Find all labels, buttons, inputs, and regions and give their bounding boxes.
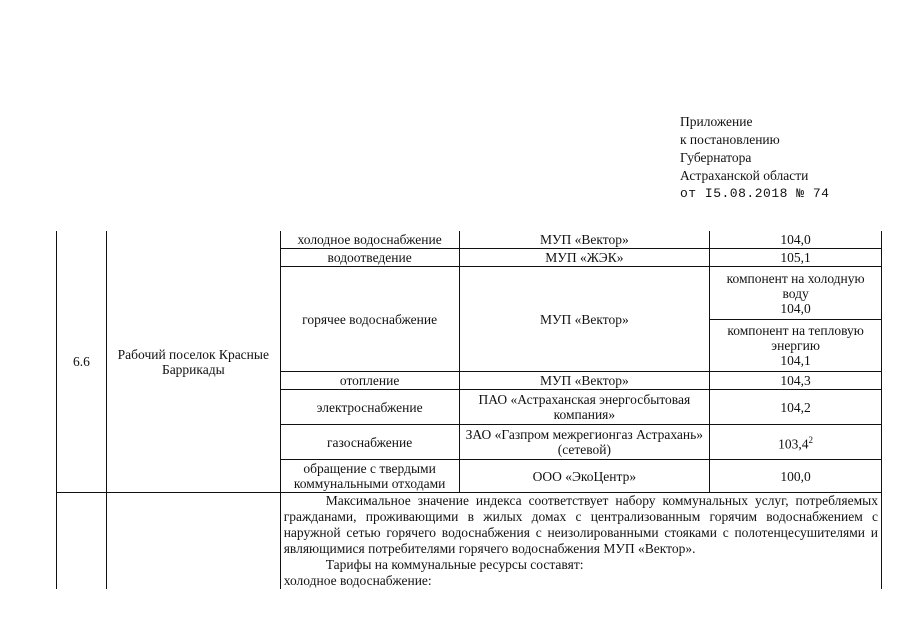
- service-cell: обращение с твердыми коммунальными отходами: [280, 460, 459, 493]
- component-value: 104,0: [780, 300, 811, 316]
- cold-water-heading: холодное водоснабжение:: [283, 573, 432, 588]
- service-cell: горячее водоснабжение: [280, 267, 459, 372]
- row-number-cell: 6.6: [57, 231, 107, 493]
- provider-cell: МУП «ЖЭК»: [459, 249, 710, 267]
- service-cell: водоотведение: [280, 249, 459, 267]
- service-cell: холодное водоснабжение: [280, 231, 459, 249]
- service-cell: электроснабжение: [280, 390, 459, 425]
- note-paragraph: Максимальное значение индекса соответствует набору коммунальных услуг, потребляемых гражданами, проживающими в жилых домах с централизованным горячим водоснабжением с наружной сетью горячего водоснабжения с неизолированными стояками с полотенцесушителями и являющимися потребителями горячего водоснабжения МУП «Вектор».: [283, 493, 878, 556]
- header-line-region: Астраханской области: [680, 168, 809, 183]
- note-cell: [280, 493, 881, 590]
- index-cell: 104,3: [710, 372, 882, 390]
- provider-cell: ЗАО «Газпром межрегионгаз Астрахань» (сетевой): [459, 425, 710, 460]
- footnote-mark: 2: [808, 434, 814, 445]
- header-line-resolution: к постановлению: [680, 132, 780, 147]
- table-row: [57, 493, 882, 590]
- table-row: [57, 231, 882, 249]
- index-value: 103,4: [778, 436, 809, 452]
- provider-cell: ПАО «Астраханская энергосбытовая компания»: [459, 390, 710, 425]
- header-date: от I5.08.2018 № 74: [680, 186, 830, 201]
- index-cell: 100,0: [710, 460, 882, 493]
- component-cell: [710, 267, 882, 320]
- component-label: компонент на холодную воду: [726, 270, 865, 301]
- index-cell: 104,2: [710, 390, 882, 425]
- tariffs-heading: Тарифы на коммунальные ресурсы составят:: [325, 557, 584, 572]
- document-header: [680, 113, 829, 203]
- component-cell: [710, 320, 882, 372]
- provider-cell: ООО «ЭкоЦентр»: [459, 460, 710, 493]
- component-value: 104,1: [780, 353, 811, 368]
- header-line-governor: Губернатора: [680, 150, 752, 165]
- component-label: компонент на тепловую энергию: [727, 323, 864, 353]
- index-cell: 104,0: [710, 231, 882, 249]
- settlement-cell: Рабочий поселок Красные Баррикады: [106, 231, 280, 493]
- header-line-appendix: Приложение: [680, 114, 753, 129]
- index-cell: 105,1: [710, 249, 882, 267]
- utility-index-table: [56, 231, 882, 589]
- provider-cell: МУП «Вектор»: [459, 231, 710, 249]
- provider-cell: МУП «Вектор»: [459, 267, 710, 372]
- index-cell: [710, 425, 882, 460]
- provider-cell: МУП «Вектор»: [459, 372, 710, 390]
- service-cell: газоснабжение: [280, 425, 459, 460]
- service-cell: отопление: [280, 372, 459, 390]
